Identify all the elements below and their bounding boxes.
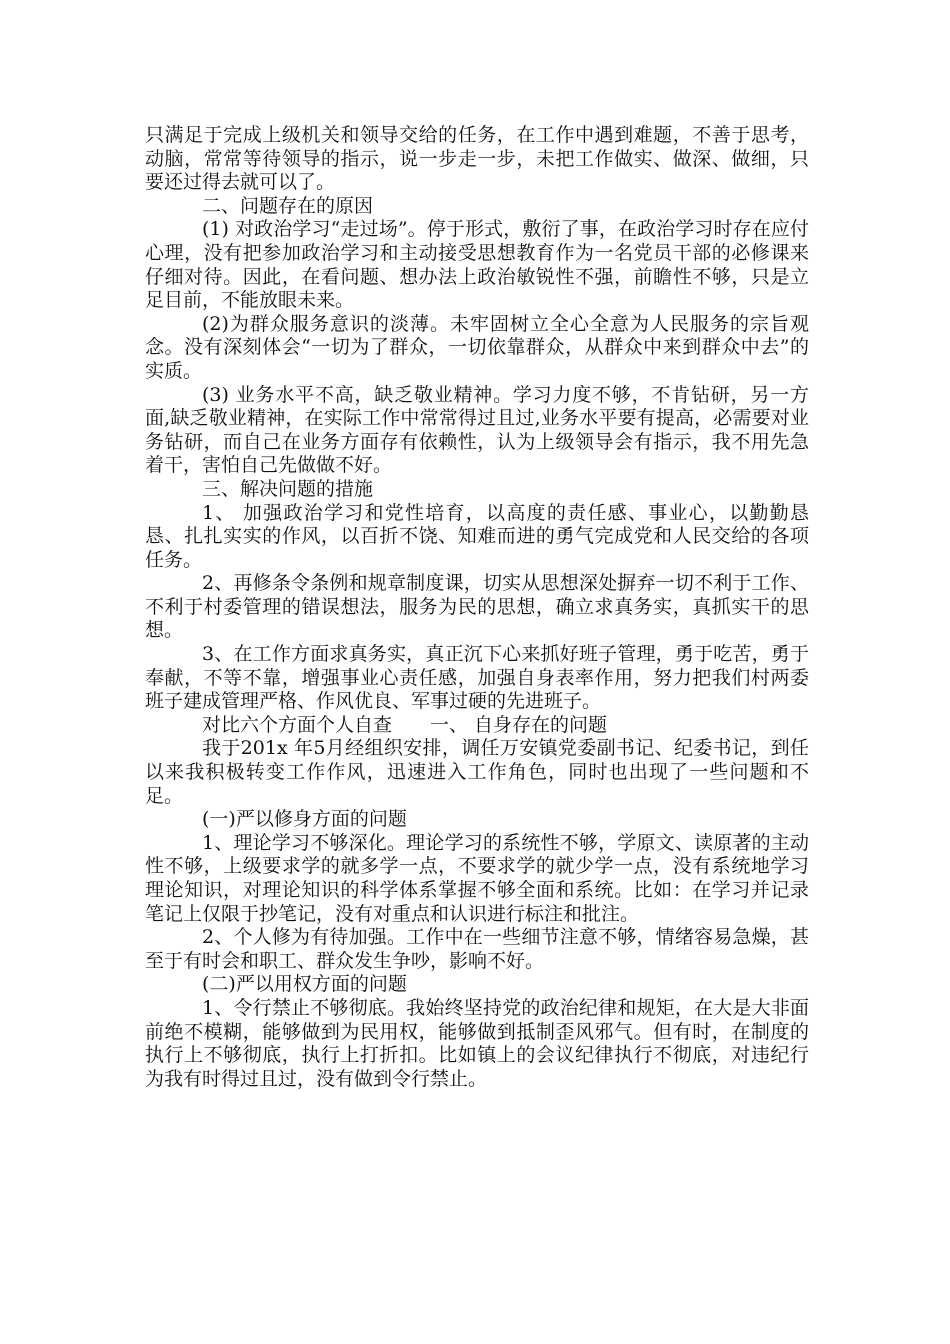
section-heading-causes: 二、问题存在的原因: [202, 194, 374, 217]
paragraph-tail-from-previous-page: 只满足于完成上级机关和领导交给的任务，在工作中遇到难题，不善于思考，动脑，常常等待领导的指示，说一步走一步，未把工作做实、做深、做细，只要还过得去就可以了。: [145, 124, 809, 194]
section-heading-self-check: 对比六个方面个人自查 一、 自身存在的问题: [202, 713, 608, 736]
paragraph-cause-1: (1) 对政治学习“走过场”。停于形式，敷衍了事，在政治学习时存在应付心理，没有把参加政治学习和主动接受思想教育作为一名党员干部的必修课来仔细对待。因此，在看问题、想办法上政治敏锐性不强，前瞻性不够，只是立足目前，不能放眼未来。: [145, 218, 809, 312]
paragraph-theory-study: 1、理论学习不够深化。理论学习的系统性不够，学原文、读原著的主动性不够，上级要求学的就多学一点，不要求学的就少学一点，没有系统地学习理论知识，对理论知识的科学体系掌握不够全面和系统。比如：在学习并记录笔记上仅限于抄笔记，没有对重点和认识进行标注和批注。: [145, 831, 809, 925]
paragraph-introduction: 我于201x 年5月经组织安排，调任万安镇党委副书记、纪委书记，到任以来我积极转变工作作风，迅速进入工作角色，同时也出现了一些问题和不足。: [145, 737, 809, 807]
paragraph-measure-3: 3、在工作方面求真务实，真正沉下心来抓好班子管理，勇于吃苦，勇于奉献，不等不靠，增强事业心责任感，加强自身表率作用，努力把我们村两委班子建成管理严格、作风优良、军事过硬的先进班子。: [145, 643, 809, 713]
paragraph-personal-conduct: 2、个人修为有待加强。工作中在一些细节注意不够，情绪容易急燥，甚至于有时会和职工、群众发生争吵，影响不好。: [145, 926, 809, 972]
section-heading-measures: 三、解决问题的措施: [202, 477, 374, 500]
paragraph-cause-3: (3) 业务水平不高，缺乏敬业精神。学习力度不够，不肯钻研，另一方面,缺乏敬业精神，在实际工作中常常得过且过,业务水平要有提高，必需要对业务钻研，而自己在业务方面存有依赖性，认为上级领导会有指示，我不用先急着干，害怕自己先做做不好。: [145, 383, 809, 477]
paragraph-measure-1: 1、 加强政治学习和党性培育，以高度的责任感、事业心，以勤勤恳恳、扎扎实实的作风，以百折不饶、知难而进的勇气完成党和人民交给的各项任务。: [145, 501, 809, 571]
paragraph-discipline: 1、令行禁止不够彻底。我始终坚持党的政治纪律和规矩，在大是大非面前绝不模糊，能够做到为民用权，能够做到抵制歪风邪气。但有时，在制度的执行上不够彻底，执行上打折扣。比如镇上的会议纪律执行不彻底，对违纪行为我有时得过且过，没有做到令行禁止。: [145, 996, 809, 1090]
paragraph-measure-2: 2、再修条令条例和规章制度课，切实从思想深处摒弃一切不利于工作、不利于村委管理的错误想法，服务为民的思想，确立求真务实，真抓实干的思想。: [145, 572, 809, 642]
paragraph-cause-2: (2)为群众服务意识的淡薄。未牢固树立全心全意为人民服务的宗旨观念。没有深刻体会“一切为了群众，一切依靠群众，从群众中来到群众中去”的实质。: [145, 312, 809, 382]
document-page: [145, 124, 809, 1091]
subsection-heading-self-cultivation: (一)严以修身方面的问题: [202, 808, 407, 831]
subsection-heading-use-of-power: (二)严以用权方面的问题: [202, 973, 407, 996]
